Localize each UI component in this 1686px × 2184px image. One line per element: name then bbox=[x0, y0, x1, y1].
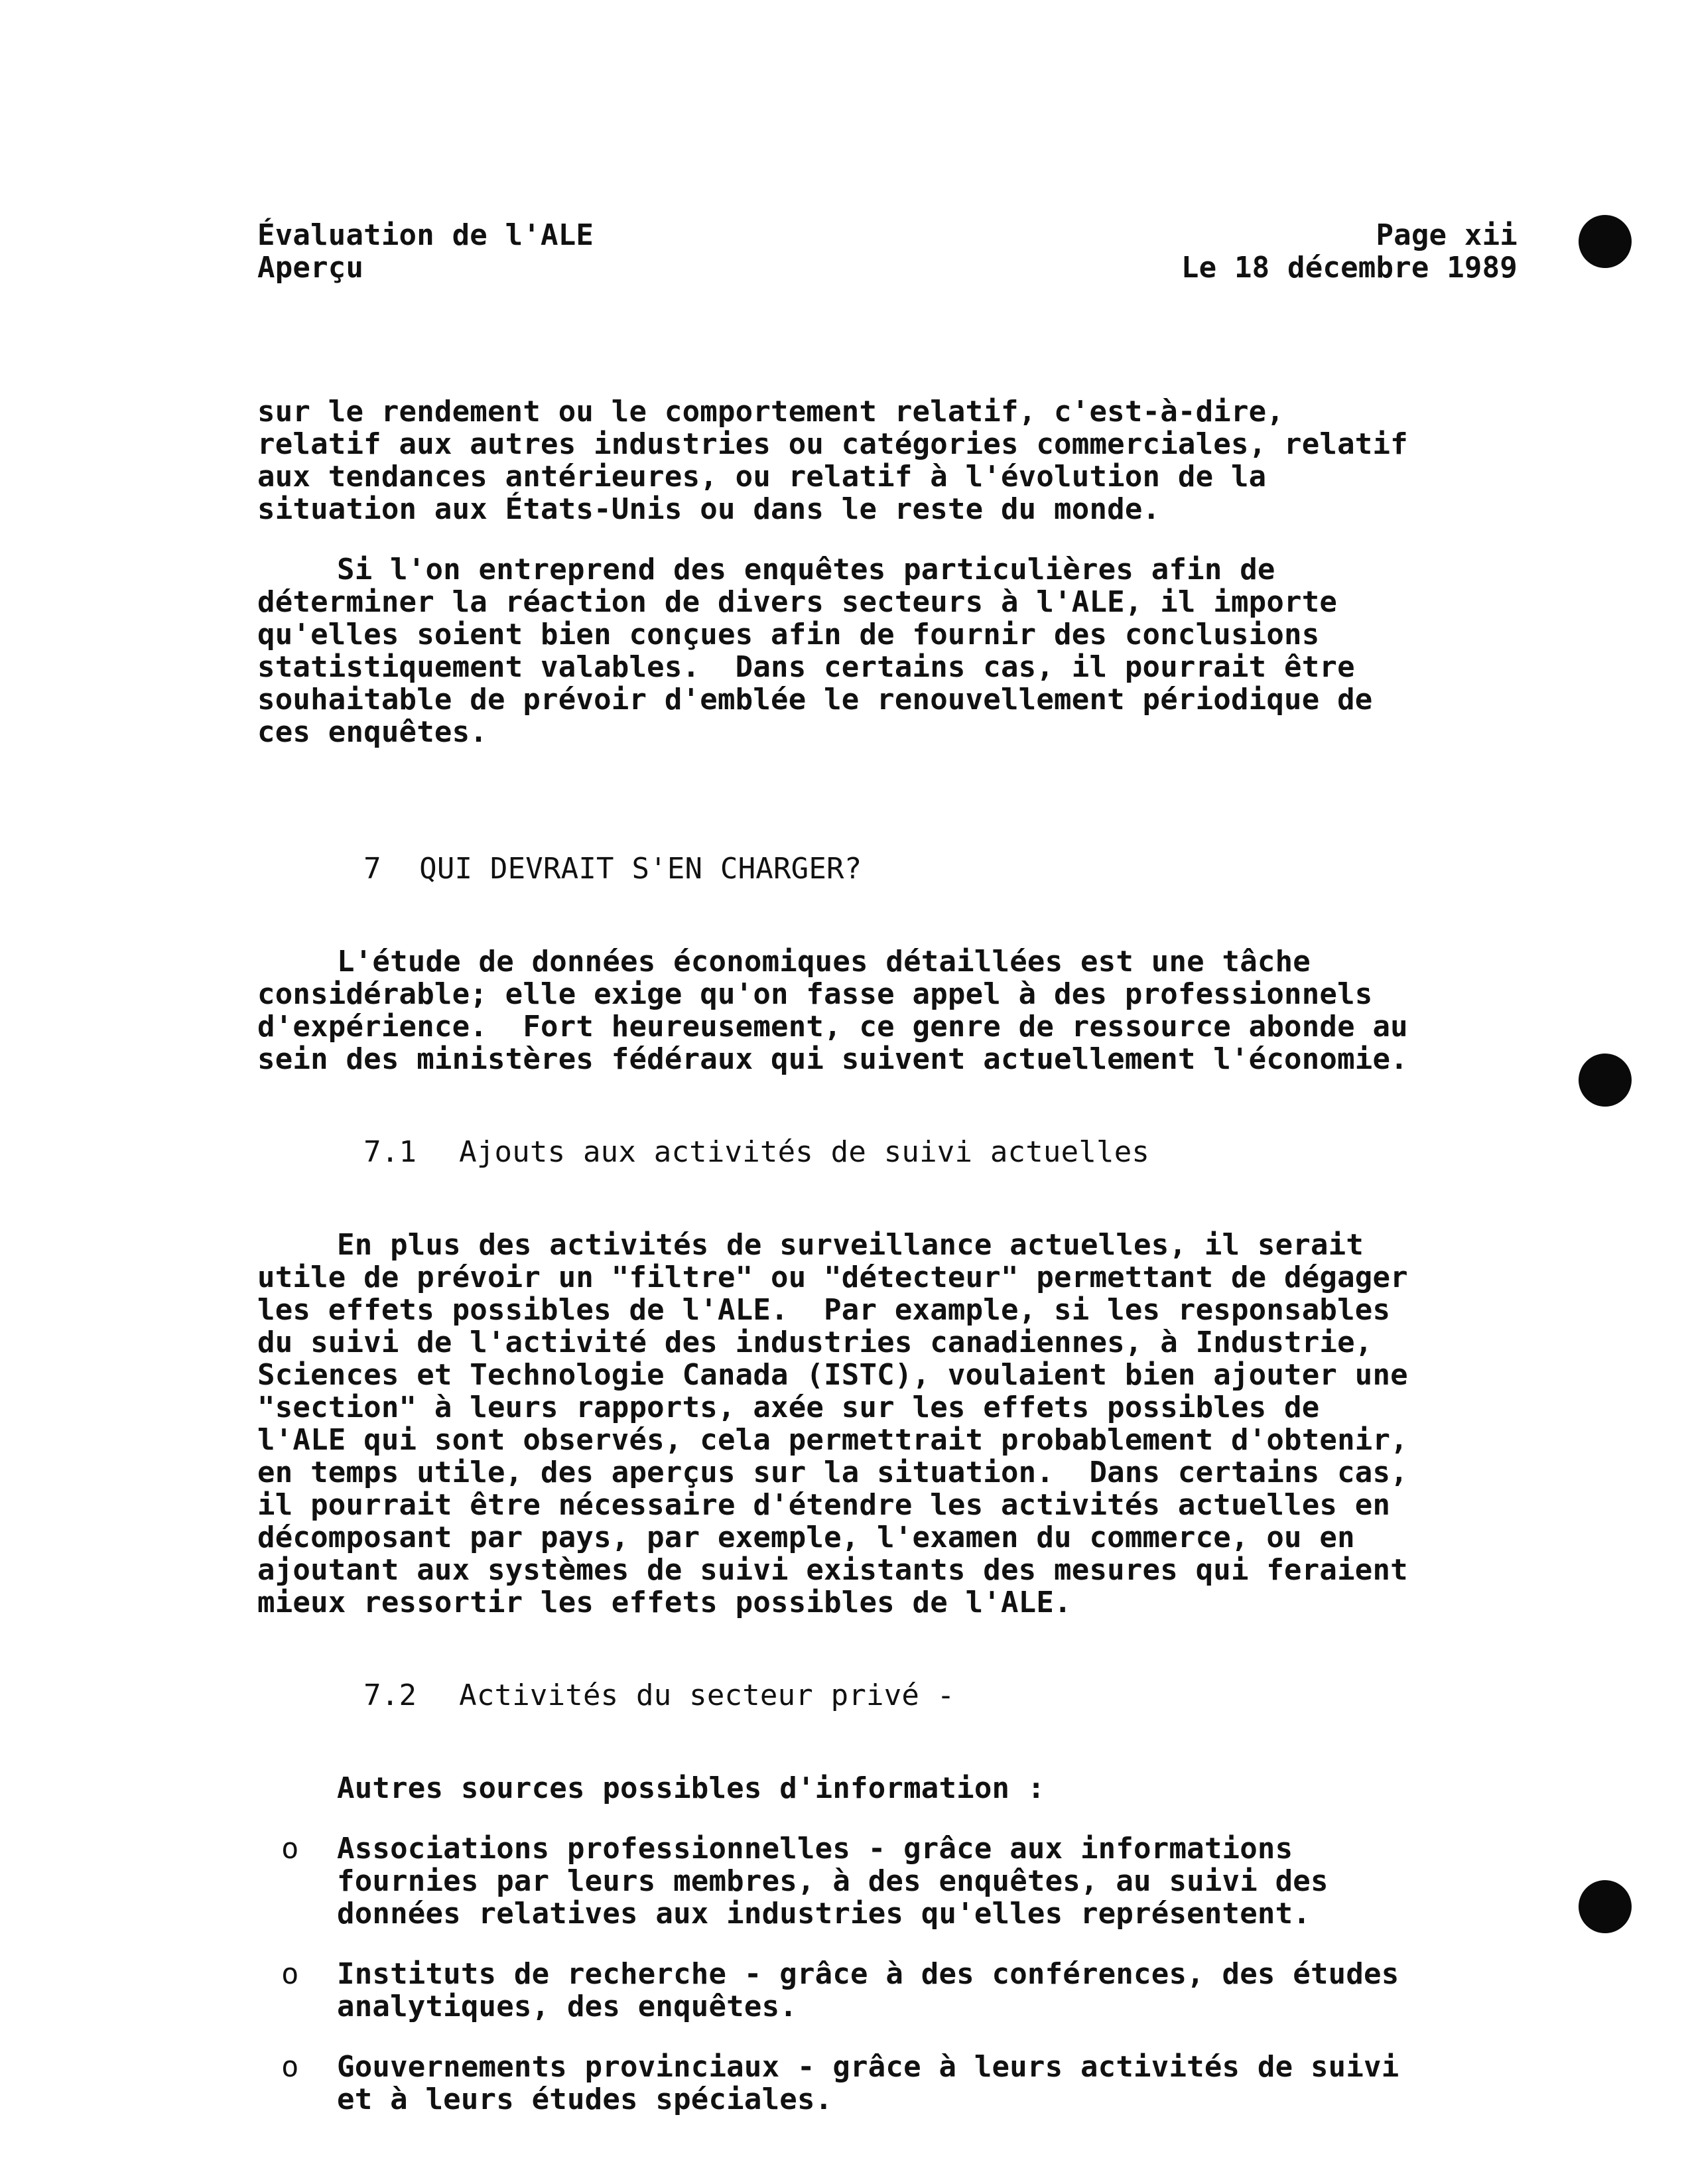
paragraph-line: ces enquêtes. bbox=[257, 715, 487, 749]
paragraph-line: mieux ressortir les effets possibles de l'ALE. bbox=[257, 1586, 1072, 1619]
paragraph-line: les effets possibles de l'ALE. Par example, si les responsables bbox=[257, 1293, 1391, 1327]
bullet-marker: o bbox=[281, 1832, 299, 1866]
paragraph-line: considérable; elle exige qu'on fasse appel à des professionnels bbox=[257, 977, 1373, 1011]
paragraph-line: statistiquement valables. Dans certains cas, il pourrait être bbox=[257, 650, 1355, 684]
header-left bbox=[257, 219, 594, 284]
list-item bbox=[257, 1832, 1518, 1930]
binder-hole-middle bbox=[1579, 1054, 1632, 1107]
list-item-line: analytiques, des enquêtes. bbox=[337, 1990, 797, 2023]
paragraph-line: il pourrait être nécessaire d'étendre les activités actuelles en bbox=[257, 1488, 1391, 1522]
paragraph-surveys bbox=[257, 553, 1518, 748]
section-number: 7 bbox=[363, 852, 381, 886]
section-number: 7.1 bbox=[363, 1135, 417, 1169]
paragraph-line: sur le rendement ou le comportement relatif, c'est-à-dire, bbox=[257, 395, 1285, 429]
paragraph-line: sein des ministères fédéraux qui suivent actuellement l'économie. bbox=[257, 1042, 1408, 1076]
section-number: 7.2 bbox=[363, 1678, 417, 1712]
paragraph-line: l'ALE qui sont observés, cela permettrait probablement d'obtenir, bbox=[257, 1423, 1408, 1457]
page-number: Page xii bbox=[1376, 218, 1518, 252]
paragraph-line: d'expérience. Fort heureusement, ce genre de ressource abonde au bbox=[257, 1010, 1408, 1044]
paragraph-line: En plus des activités de surveillance actuelles, il serait bbox=[337, 1228, 1364, 1262]
list-item-line: Gouvernements provinciaux - grâce à leurs activités de suivi bbox=[337, 2050, 1399, 2084]
list-item bbox=[257, 1958, 1518, 2023]
paragraph-line: "section" à leurs rapports, axée sur les effets possibles de bbox=[257, 1391, 1320, 1424]
list-item-line: données relatives aux industries qu'elles représentent. bbox=[337, 1897, 1311, 1931]
section-heading-7-2 bbox=[257, 1647, 1518, 1744]
sources-intro: Autres sources possibles d'information : bbox=[337, 1771, 1045, 1805]
paragraph-continuation bbox=[257, 395, 1518, 525]
document-section: Aperçu bbox=[257, 251, 364, 285]
paragraph-line: Sciences et Technologie Canada (ISTC), voulaient bien ajouter une bbox=[257, 1358, 1408, 1392]
list-item-line: Instituts de recherche - grâce à des conférences, des études bbox=[337, 1957, 1399, 1991]
paragraph-line: utile de prévoir un "filtre" ou "détecteur" permettant de dégager bbox=[257, 1261, 1408, 1294]
list-item-line: fournies par leurs membres, à des enquêtes, au suivi des bbox=[337, 1864, 1329, 1898]
paragraph-line: qu'elles soient bien conçues afin de fournir des conclusions bbox=[257, 618, 1320, 651]
paragraph-line: ajoutant aux systèmes de suivi existants des mesures qui feraient bbox=[257, 1553, 1408, 1587]
paragraph-line: souhaitable de prévoir d'emblée le renouvellement périodique de bbox=[257, 683, 1373, 717]
paragraph-line: relatif aux autres industries ou catégories commerciales, relatif bbox=[257, 427, 1408, 461]
bullet-marker: o bbox=[281, 1957, 299, 1991]
paragraph-line: décomposant par pays, par exemple, l'examen du commerce, ou en bbox=[257, 1521, 1355, 1554]
paragraph-line: L'étude de données économiques détaillées est une tâche bbox=[337, 945, 1311, 979]
binder-hole-top bbox=[1579, 215, 1632, 268]
paragraph-line: situation aux États-Unis ou dans le reste du monde. bbox=[257, 492, 1161, 526]
binder-hole-bottom bbox=[1579, 1880, 1632, 1933]
list-item bbox=[257, 2051, 1518, 2116]
paragraph-economic-data bbox=[257, 945, 1518, 1075]
header-right bbox=[1181, 219, 1518, 284]
section-title: QUI DEVRAIT S'EN CHARGER? bbox=[419, 852, 862, 886]
paragraph-line: Si l'on entreprend des enquêtes particulières afin de bbox=[337, 553, 1275, 586]
paragraph-monitoring bbox=[257, 1229, 1518, 1619]
paragraph-line: du suivi de l'activité des industries canadiennes, à Industrie, bbox=[257, 1326, 1373, 1359]
section-heading-7 bbox=[257, 820, 1518, 918]
paragraph-line: aux tendances antérieures, ou relatif à l'évolution de la bbox=[257, 460, 1267, 494]
paragraph-line: déterminer la réaction de divers secteurs à l'ALE, il importe bbox=[257, 585, 1338, 619]
section-heading-7-1 bbox=[257, 1103, 1518, 1201]
list-item-line: et à leurs études spéciales. bbox=[337, 2082, 833, 2116]
section-title: Ajouts aux activités de suivi actuelles bbox=[459, 1135, 1150, 1169]
document-body bbox=[257, 219, 1518, 2144]
list-item-line: Associations professionnelles - grâce aux informations bbox=[337, 1832, 1293, 1866]
document-date: Le 18 décembre 1989 bbox=[1181, 251, 1518, 285]
bullet-marker: o bbox=[281, 2050, 299, 2084]
section-title: Activités du secteur privé - bbox=[459, 1678, 955, 1712]
page-header bbox=[257, 219, 1518, 287]
paragraph-line: en temps utile, des aperçus sur la situation. Dans certains cas, bbox=[257, 1456, 1408, 1489]
document-title: Évaluation de l'ALE bbox=[257, 218, 594, 252]
